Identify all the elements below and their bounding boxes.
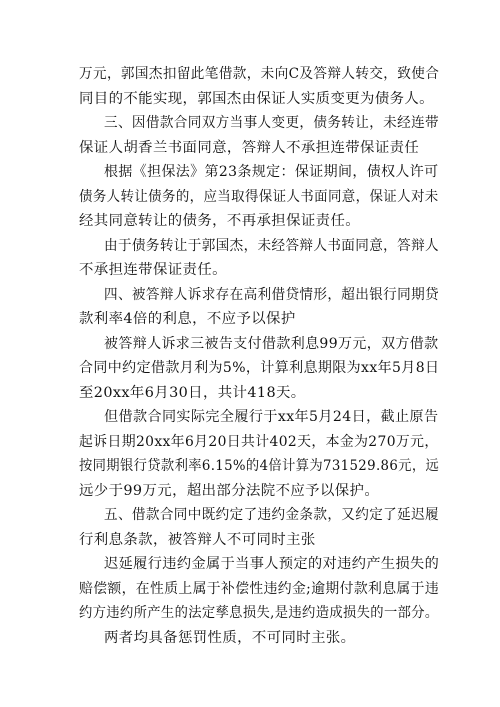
section-heading: 四、被答辩人诉求存在高利借贷情形，超出银行同期贷 [104,287,439,303]
text-line: 被答辩人诉求三被告支付借款利息99万元，双方借款 [104,336,439,352]
text-line: 按同期银行贷款利率6.15%的4倍计算为731529.86元，远 [79,458,440,474]
section-heading: 行利息条款，被答辩人不可同时主张 [79,532,316,548]
text-line: 经其同意转让的债务，不再承担保证责任。 [79,213,361,229]
text-line: 但借款合同实际完全履行于xx年5月24日，截止原告 [104,409,439,425]
section-heading: 保证人胡香兰书面同意，答辩人不承担连带保证责任 [79,140,420,156]
text-line: 合同中约定借款月利为5%，计算利息期限为xx年5月8日 [79,360,440,376]
text-line: 赔偿额，在性质上属于补偿性违约金;逾期付款利息属于违 [79,581,440,597]
text-line: 债务人转让债务的，应当取得保证人书面同意，保证人对未 [79,189,439,205]
text-line: 不承担连带保证责任。 [79,262,227,278]
text-line: 根据《担保法》第23条规定：保证期间，债权人许可 [104,164,439,180]
text-line: 至20xx年6月30日，共计418天。 [79,385,306,401]
text-line: 两者均具备惩罚性质，不可同时主张。 [104,630,356,646]
section-heading: 款利率4倍的利息，不应予以保护 [79,311,296,327]
text-line: 起诉日期20xx年6月20日共计402天，本金为270万元， [79,434,439,450]
text-line: 远少于99万元，超出部分法院不应予以保护。 [79,483,380,499]
text-line: 由于债务转让于郭国杰，未经答辩人书面同意，答辩人 [104,238,439,254]
section-heading: 五、借款合同中既约定了违约金条款，又约定了延迟履 [104,507,439,523]
text-line: 迟延履行违约金属于当事人预定的对违约产生损失的 [104,556,440,572]
text-line: 约方违约所产生的法定孳息损失,是违约造成损失的一部分。 [79,605,439,621]
text-line: 同目的不能实现，郭国杰由保证人实质变更为债务人。 [79,91,434,107]
text-line: 万元，郭国杰扣留此笔借款，未向C及答辩人转交，致使合 [79,66,440,82]
section-heading: 三、因借款合同双方当事人变更，债务转让，未经连带 [104,115,439,131]
